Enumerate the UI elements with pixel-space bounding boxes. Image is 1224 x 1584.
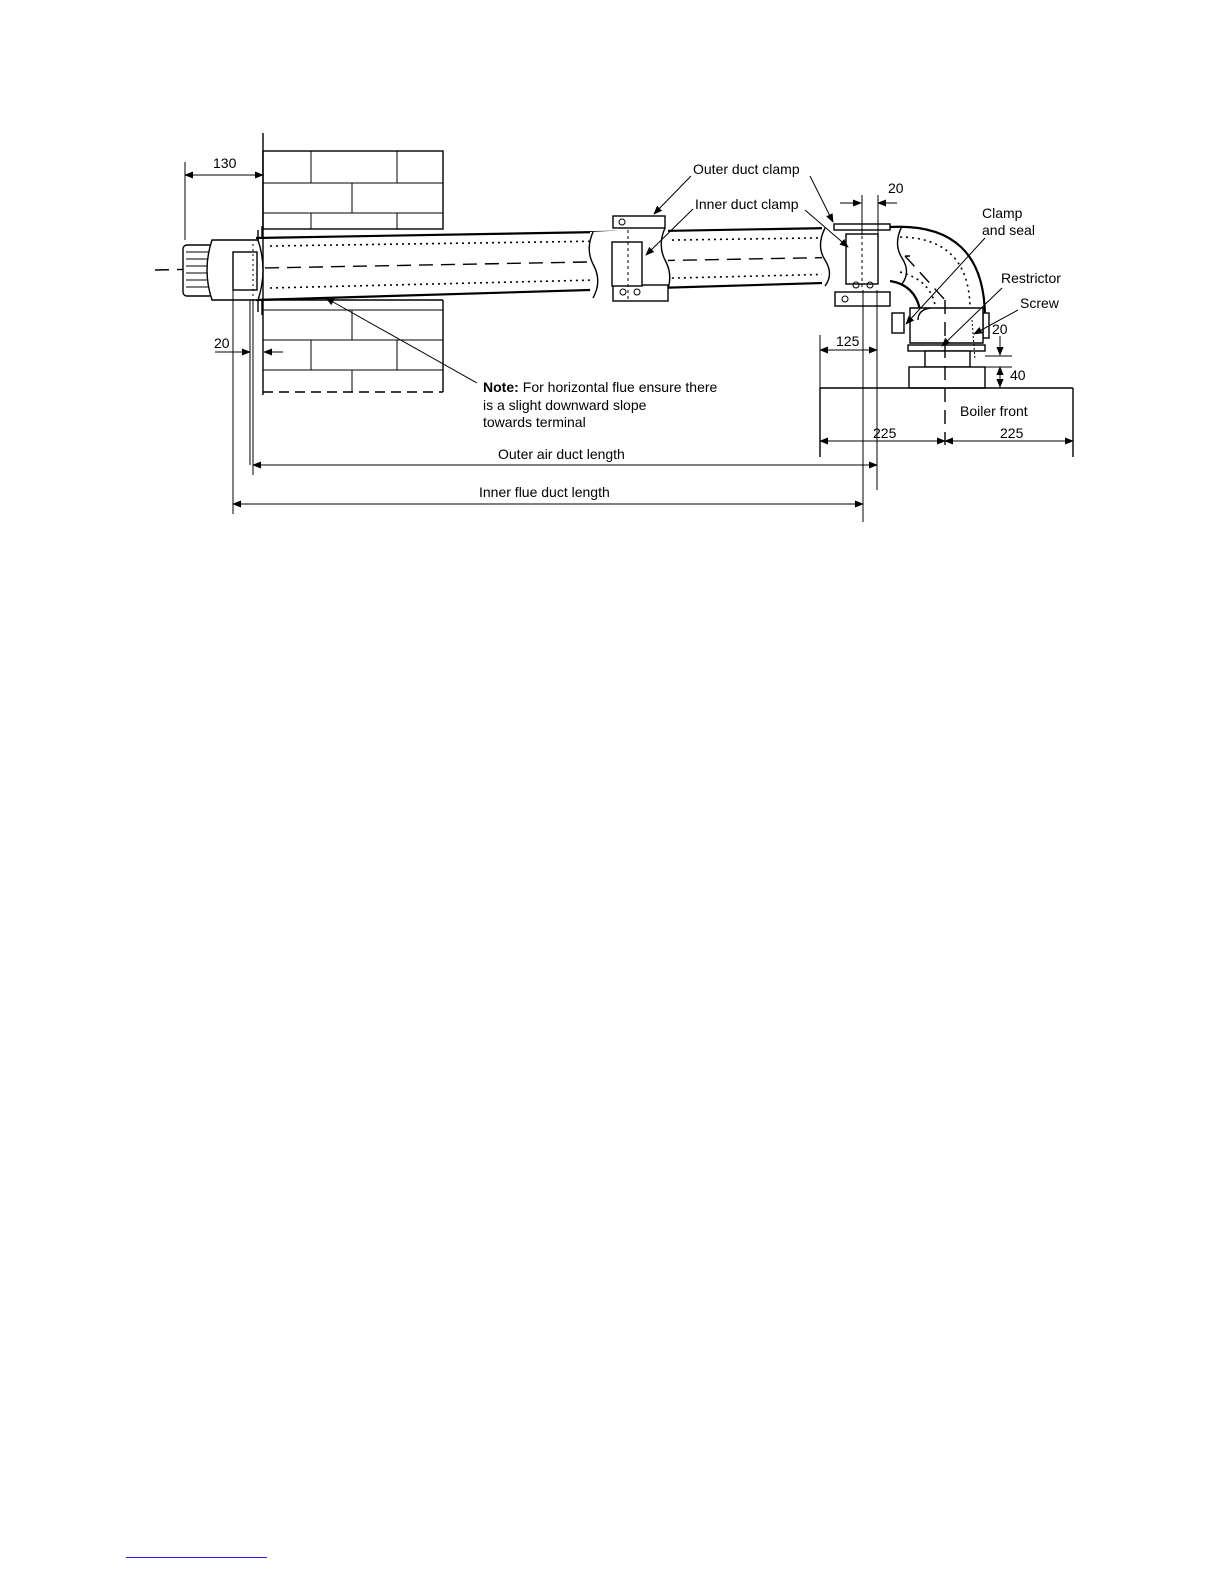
clamp-and-seal-label-line1: Clamp [982, 205, 1023, 221]
inner-flue-duct-length-label: Inner flue duct length [479, 484, 610, 500]
restrictor-label: Restrictor [1001, 270, 1061, 286]
outer-air-duct-length-label: Outer air duct length [498, 446, 625, 462]
screw-label: Screw [1020, 295, 1059, 311]
note-line-1 [483, 379, 718, 395]
dim-elbow-gap: 20 [888, 180, 904, 196]
dim-boiler-half-left: 225 [873, 425, 897, 441]
dim-boiler-half-right: 225 [1000, 425, 1024, 441]
note-line-2: is a slight downward slope [483, 397, 647, 413]
dim-terminal-projection: 130 [213, 155, 237, 171]
wall [263, 133, 443, 395]
dim-wall-gap: 20 [214, 335, 230, 351]
dim-restrictor-gap: 20 [992, 321, 1008, 337]
inner-duct-clamp-label: Inner duct clamp [695, 196, 799, 212]
boiler-outline [820, 388, 1073, 457]
boiler-front-label: Boiler front [960, 403, 1028, 419]
footnote-rule [126, 1557, 267, 1558]
note-text-1: For horizontal flue ensure there [522, 379, 718, 395]
note-heading: Note: [483, 379, 519, 395]
leader-lines [326, 176, 1018, 383]
mid-duct-clamp [589, 216, 670, 301]
clamp-and-seal-label-line2: and seal [982, 222, 1035, 238]
boiler-connection [892, 300, 989, 445]
dim-elbow-offset: 125 [836, 333, 860, 349]
dim-boiler-spigot: 40 [1010, 367, 1026, 383]
outer-air-duct [256, 226, 890, 315]
outer-duct-clamp-label: Outer duct clamp [693, 161, 800, 177]
terminal [183, 240, 263, 300]
duct-centre-line [155, 256, 910, 270]
note-line-3: towards terminal [483, 414, 586, 430]
